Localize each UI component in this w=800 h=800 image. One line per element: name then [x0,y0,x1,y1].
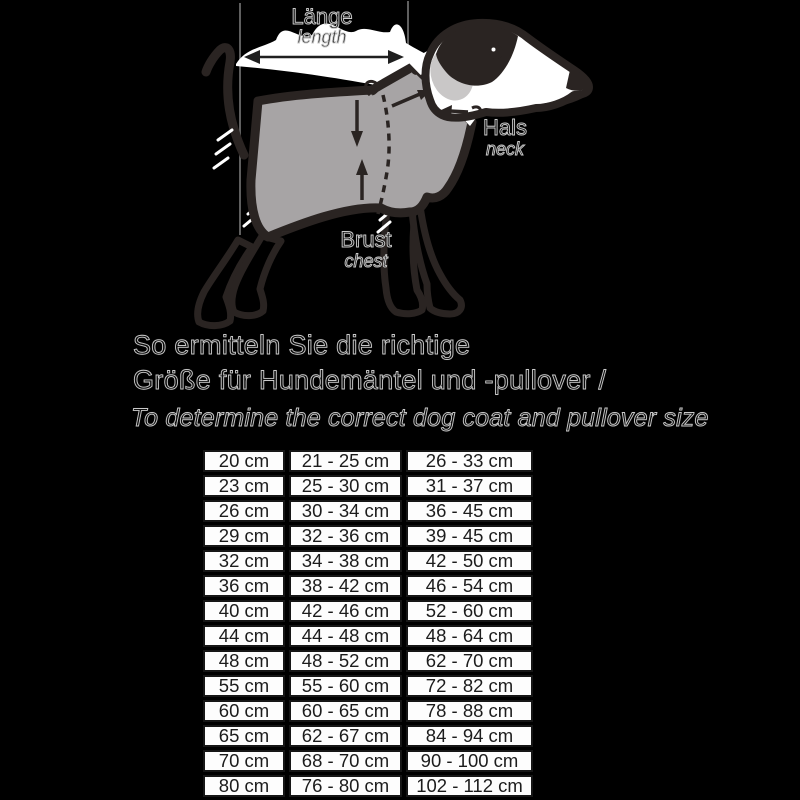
dog-measurement-diagram [0,0,800,345]
table-cell: 36 - 45 cm [406,500,533,522]
table-cell: 31 - 37 cm [406,475,533,497]
table-cell: 48 - 64 cm [406,625,533,647]
table-row [203,600,533,622]
table-cell: 60 cm [203,700,285,722]
table-cell: 60 - 65 cm [289,700,402,722]
table-cell: 20 cm [203,450,285,472]
dog-eye [489,45,503,59]
table-cell: 23 cm [203,475,285,497]
table-row [203,775,533,797]
heading-english-line: To determine the correct dog coat and pullover size [131,404,709,432]
table-row [203,450,533,472]
label-neck-en: neck [485,139,525,159]
table-cell: 44 cm [203,625,285,647]
heading-german-line1: So ermitteln Sie die richtige [133,330,471,360]
table-cell: 90 - 100 cm [406,750,533,772]
table-cell: 76 - 80 cm [289,775,402,797]
table-cell: 55 cm [203,675,285,697]
table-cell: 48 - 52 cm [289,650,402,672]
table-cell: 65 cm [203,725,285,747]
table-cell: 48 cm [203,650,285,672]
label-chest-de: Brust [340,227,392,252]
table-cell: 78 - 88 cm [406,700,533,722]
table-cell: 29 cm [203,525,285,547]
dog-nose [566,70,588,91]
table-cell: 32 - 36 cm [289,525,402,547]
table-row [203,575,533,597]
table-row [203,700,533,722]
tail-fur-hatches [214,130,232,168]
table-cell: 26 cm [203,500,285,522]
table-row [203,500,533,522]
table-row [203,750,533,772]
table-cell: 102 - 112 cm [406,775,533,797]
table-cell: 62 - 70 cm [406,650,533,672]
table-row [203,675,533,697]
table-cell: 26 - 33 cm [406,450,533,472]
table-cell: 40 cm [203,600,285,622]
table-cell: 55 - 60 cm [289,675,402,697]
table-cell: 38 - 42 cm [289,575,402,597]
table-row [203,625,533,647]
label-length-en: length [297,27,347,47]
table-cell: 34 - 38 cm [289,550,402,572]
table-cell: 39 - 45 cm [406,525,533,547]
table-cell: 42 - 50 cm [406,550,533,572]
eye-highlight [492,48,496,52]
label-chest-en: chest [344,251,388,271]
table-cell: 44 - 48 cm [289,625,402,647]
table-cell: 68 - 70 cm [289,750,402,772]
table-cell: 30 - 34 cm [289,500,402,522]
table-cell: 84 - 94 cm [406,725,533,747]
label-neck-de: Hals [482,115,527,140]
size-table [203,450,533,800]
table-cell: 62 - 67 cm [289,725,402,747]
table-cell: 70 cm [203,750,285,772]
table-cell: 32 cm [203,550,285,572]
table-row [203,550,533,572]
table-row [203,475,533,497]
label-length-de: Länge [291,4,353,29]
table-row [203,725,533,747]
table-cell: 36 cm [203,575,285,597]
table-cell: 21 - 25 cm [289,450,402,472]
table-cell: 46 - 54 cm [406,575,533,597]
table-row [203,650,533,672]
table-cell: 80 cm [203,775,285,797]
table-cell: 42 - 46 cm [289,600,402,622]
heading-german-line2: Größe für Hundemäntel und -pullover / [133,365,607,395]
table-cell: 72 - 82 cm [406,675,533,697]
table-row [203,525,533,547]
table-cell: 25 - 30 cm [289,475,402,497]
table-cell: 52 - 60 cm [406,600,533,622]
